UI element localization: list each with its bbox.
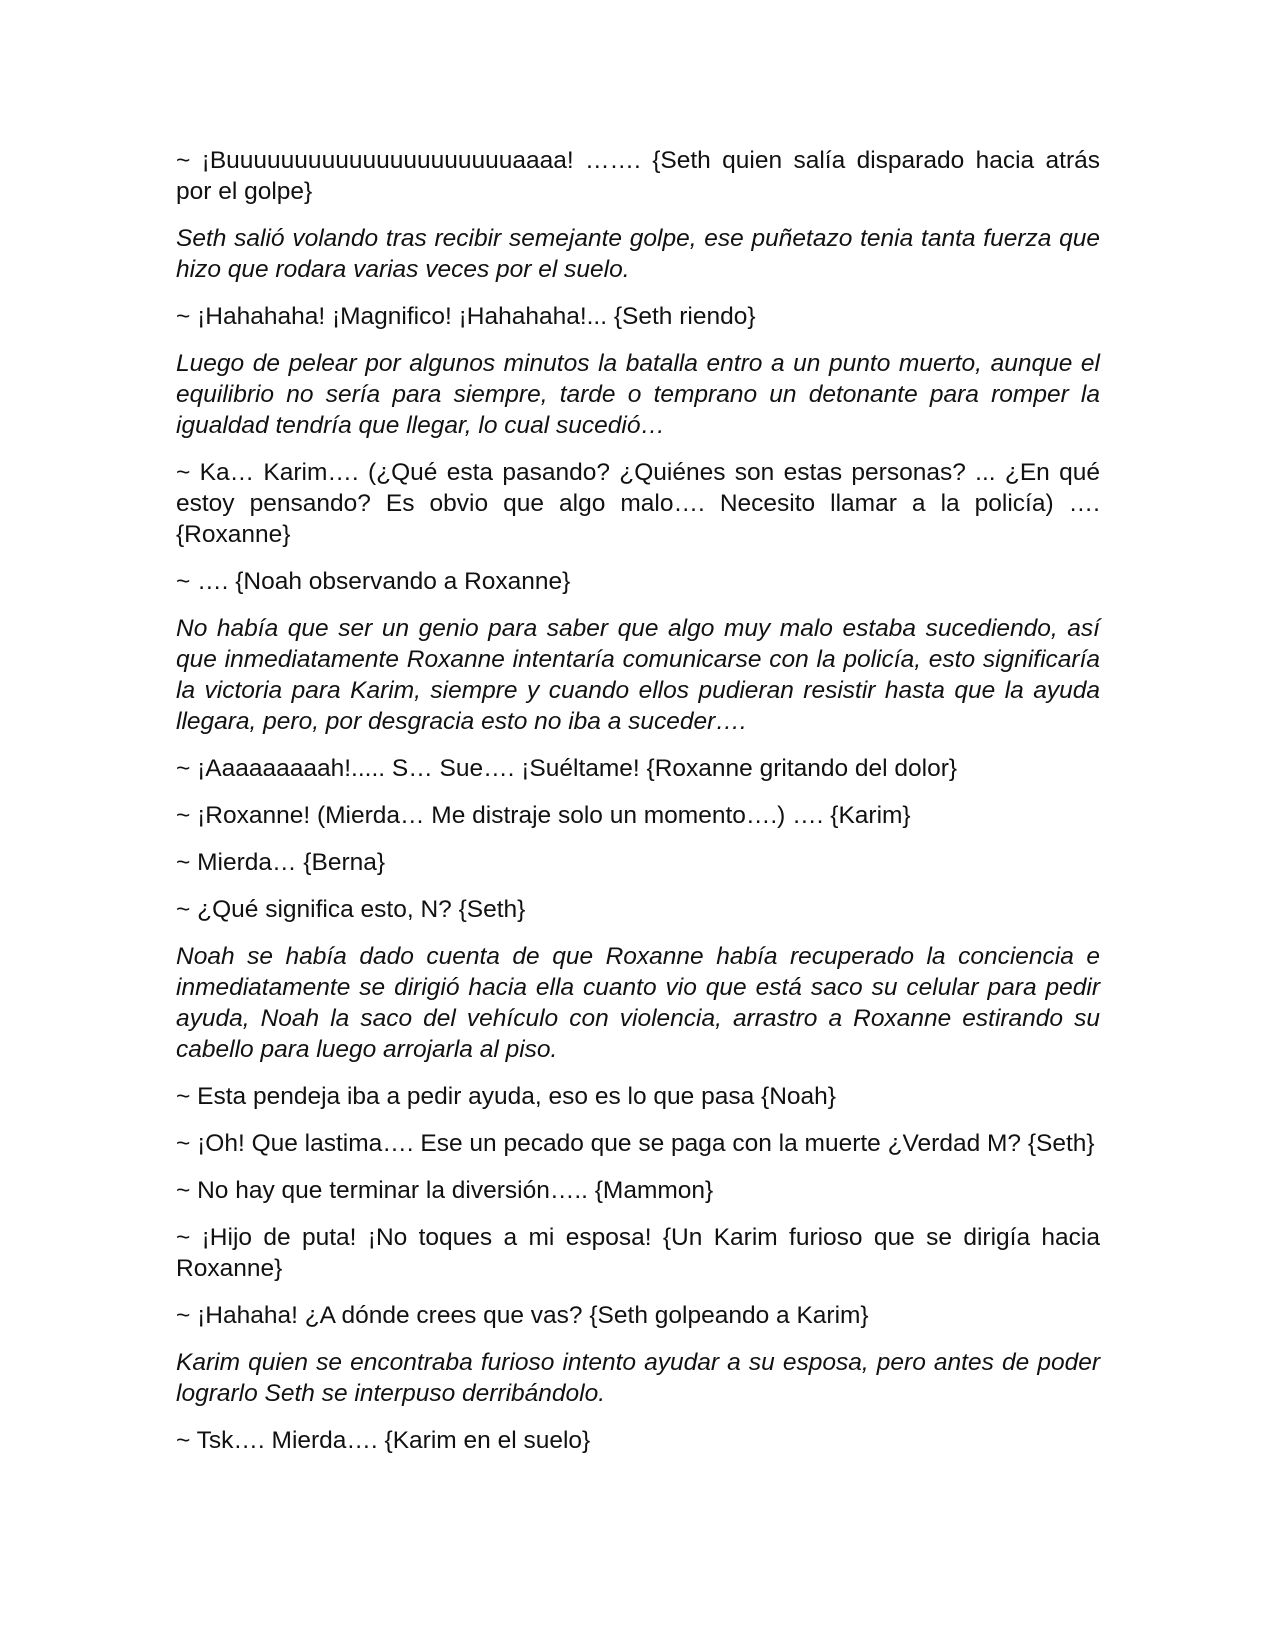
dialogue-paragraph: ~ …. {Noah observando a Roxanne} (176, 568, 571, 595)
narration-paragraph: No había que ser un genio para saber que algo muy malo estaba sucediendo, así que inmediatamente Roxanne intentaría comunicarse con la policía, esto significaría la victoria para Karim, siempre y cuando ellos pudieran resistir hasta que la ayuda llegara, pero, por desgracia esto no iba a suceder…. (176, 615, 1100, 735)
dialogue-paragraph: ~ ¡Aaaaaaaaah!..... S… Sue…. ¡Suéltame! {Roxanne gritando del dolor} (176, 755, 958, 782)
document-page (176, 145, 1100, 1472)
dialogue-paragraph: ~ ¡Hijo de puta! ¡No toques a mi esposa! {Un Karim furioso que se dirigía hacia Roxanne} (176, 1224, 1100, 1282)
dialogue-paragraph: ~ No hay que terminar la diversión….. {Mammon} (176, 1177, 714, 1204)
narration-paragraph: Karim quien se encontraba furioso intento ayudar a su esposa, pero antes de poder lograrlo Seth se interpuso derribándolo. (176, 1349, 1100, 1407)
dialogue-paragraph: ~ ¡Hahaha! ¿A dónde crees que vas? {Seth golpeando a Karim} (176, 1302, 869, 1329)
dialogue-paragraph: ~ ¡Roxanne! (Mierda… Me distraje solo un momento….) …. {Karim} (176, 802, 911, 829)
dialogue-paragraph: ~ Ka… Karim…. (¿Qué esta pasando? ¿Quiénes son estas personas? ... ¿En qué estoy pensando? Es obvio que algo malo…. Necesito llamar a la policía) …. {Roxanne} (176, 459, 1100, 548)
dialogue-paragraph: ~ Mierda… {Berna} (176, 849, 386, 876)
dialogue-paragraph: ~ ¡Oh! Que lastima…. Ese un pecado que se paga con la muerte ¿Verdad M? {Seth} (176, 1130, 1095, 1157)
narration-paragraph: Seth salió volando tras recibir semejante golpe, ese puñetazo tenia tanta fuerza que hizo que rodara varias veces por el suelo. (176, 225, 1100, 283)
dialogue-paragraph: ~ Esta pendeja iba a pedir ayuda, eso es lo que pasa {Noah} (176, 1083, 836, 1110)
narration-paragraph: Luego de pelear por algunos minutos la batalla entro a un punto muerto, aunque el equilibrio no sería para siempre, tarde o temprano un detonante para romper la igualdad tendría que llegar, lo cual sucedió… (176, 350, 1100, 439)
dialogue-paragraph: ~ ¡Buuuuuuuuuuuuuuuuuuuuuaaaa! ……. {Seth quien salía disparado hacia atrás por el golpe} (176, 147, 1100, 205)
narration-paragraph: Noah se había dado cuenta de que Roxanne había recuperado la conciencia e inmediatamente se dirigió hacia ella cuanto vio que está saco su celular para pedir ayuda, Noah la saco del vehículo con violencia, arrastro a Roxanne estirando su cabello para luego arrojarla al piso. (176, 943, 1100, 1063)
dialogue-paragraph: ~ ¡Hahahaha! ¡Magnifico! ¡Hahahaha!... {Seth riendo} (176, 303, 756, 330)
dialogue-paragraph: ~ ¿Qué significa esto, N? {Seth} (176, 896, 526, 923)
dialogue-paragraph: ~ Tsk…. Mierda…. {Karim en el suelo} (176, 1427, 591, 1454)
